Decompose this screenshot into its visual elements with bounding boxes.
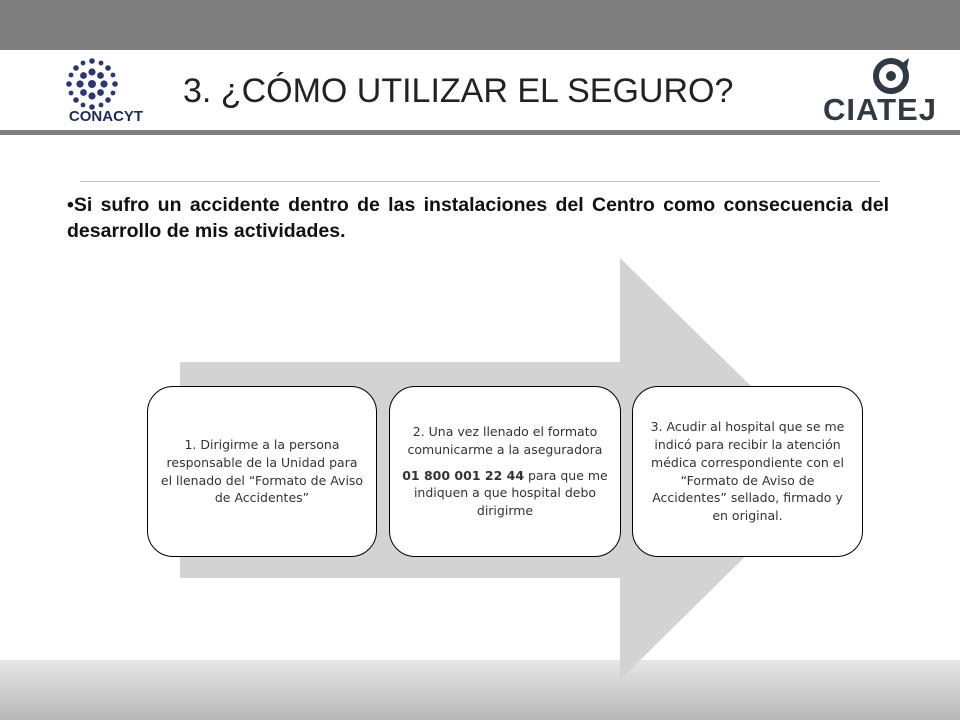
step-2-contact [402,467,608,520]
slide-title: 3. ¿CÓMO UTILIZAR EL SEGURO? [183,72,734,110]
step-2-box [389,386,621,557]
phone-number: 01 800 001 22 44 [402,467,525,483]
ciatej-wordmark: CIATEJ [823,92,937,127]
step-1-box [147,386,377,557]
step-2-intro: 2. Una vez llenado el formato comunicarme a la aseguradora [407,424,603,457]
step-3-box [632,386,863,557]
step-3-text: 3. Acudir al hospital que se me indicó para recibir la atención médica correspondiente con el “Formato de Aviso de Accidentes” sellado, firmado y en original. [650,419,845,523]
conacyt-wordmark: CONACYT [68,108,144,125]
step-2-rest: para que me indiquen a que hospital debo dirigirme [413,467,608,519]
bullet-point: •Si sufro un accidente dentro de las instalaciones del Centro como consecuencia del desarrollo de mis actividades. [67,194,889,243]
step-1-text: 1. Dirigirme a la persona responsable de la Unidad para el llenado del “Formato de Aviso de Accidentes” [160,437,364,506]
